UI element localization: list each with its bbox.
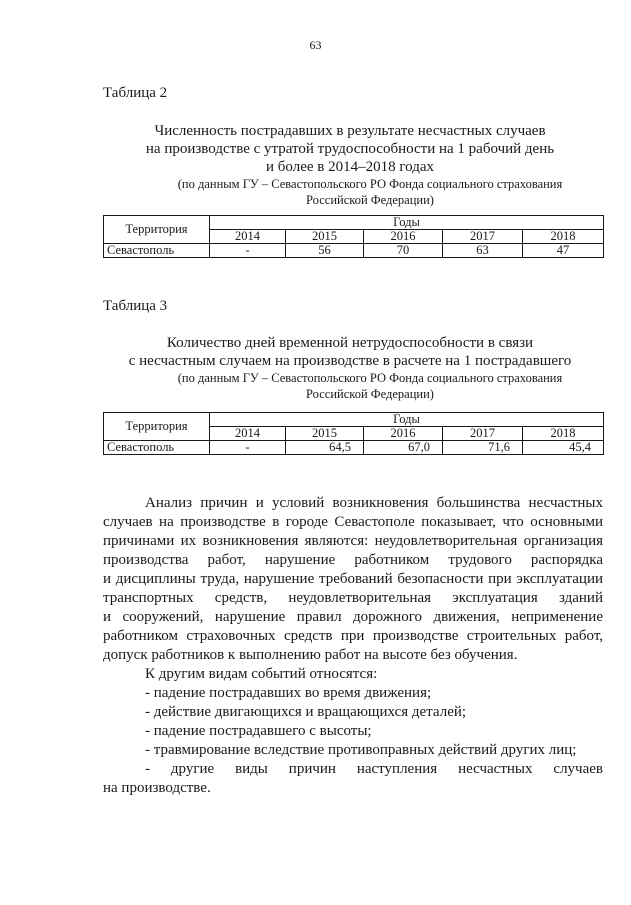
year-cell: 2018 bbox=[523, 427, 604, 441]
table3-source-line: Российской Федерации) bbox=[306, 387, 434, 401]
value-cell: 64,5 bbox=[286, 441, 364, 455]
header-years: Годы bbox=[210, 216, 604, 230]
list-item: - травмирование вследствие противоправных действий других лиц; bbox=[145, 742, 577, 758]
year-cell: 2015 bbox=[286, 230, 364, 244]
value-cell: 47 bbox=[523, 244, 604, 258]
year-cell: 2017 bbox=[443, 230, 523, 244]
table3-title bbox=[100, 334, 600, 402]
table2-source-line: (по данным ГУ – Севастопольского РО Фонда социального страхования bbox=[177, 177, 563, 191]
year-cell: 2016 bbox=[364, 427, 443, 441]
value-cell: - bbox=[210, 441, 286, 455]
table3 bbox=[103, 412, 604, 455]
list-item-continuation: на производстве. bbox=[103, 780, 211, 796]
paragraph-line: и сооружений, нарушение правил дорожного движения, неприменение bbox=[103, 609, 603, 625]
list-item: - падение пострадавшего с высоты; bbox=[145, 723, 372, 739]
other-events-intro: К другим видам событий относятся: bbox=[145, 666, 378, 682]
year-cell: 2017 bbox=[443, 427, 523, 441]
paragraph-line: работником страховочных средств при производстве строительных работ, bbox=[103, 628, 603, 644]
value-cell: 71,6 bbox=[443, 441, 523, 455]
year-cell: 2014 bbox=[210, 230, 286, 244]
table2-source-line: Российской Федерации) bbox=[306, 193, 434, 207]
table2 bbox=[103, 215, 604, 258]
table-header-row bbox=[104, 413, 604, 427]
table2-title bbox=[100, 122, 600, 208]
list-item: - действие двигающихся и вращающихся деталей; bbox=[145, 704, 467, 720]
table2-label: Таблица 2 bbox=[103, 85, 168, 101]
list-item: - падение пострадавших во время движения; bbox=[145, 685, 432, 701]
year-cell: 2014 bbox=[210, 427, 286, 441]
table3-label: Таблица 3 bbox=[103, 298, 168, 314]
table2-title-line: Численность пострадавших в результате несчастных случаев bbox=[154, 123, 546, 139]
value-cell: 56 bbox=[286, 244, 364, 258]
header-territory: Территория bbox=[104, 216, 210, 244]
table-row bbox=[104, 244, 604, 258]
year-cell: 2016 bbox=[364, 230, 443, 244]
header-territory: Территория bbox=[104, 413, 210, 441]
region-cell: Севастополь bbox=[104, 441, 210, 455]
table-header-row bbox=[104, 216, 604, 230]
paragraph-line: Анализ причин и условий возникновения большинства несчастных bbox=[145, 495, 603, 511]
table3-title-line: с несчастным случаем на производстве в расчете на 1 пострадавшего bbox=[128, 353, 572, 369]
region-cell: Севастополь bbox=[104, 244, 210, 258]
table2-title-line: и более в 2014–2018 годах bbox=[266, 159, 434, 175]
analysis-section bbox=[103, 494, 603, 798]
table-row bbox=[104, 441, 604, 455]
list-item: - другие виды причин наступления несчастных случаев bbox=[145, 761, 603, 777]
table3-title-line: Количество дней временной нетрудоспособности в связи bbox=[166, 335, 534, 351]
table2-title-line: на производстве с утратой трудоспособности на 1 рабочий день bbox=[145, 141, 555, 157]
year-cell: 2015 bbox=[286, 427, 364, 441]
paragraph-line: случаев на производстве в городе Севастополе показывает, что основными bbox=[103, 514, 603, 530]
value-cell: 70 bbox=[364, 244, 443, 258]
paragraph-line: и дисциплины труда, нарушение требований безопасности при эксплуатации bbox=[103, 571, 603, 587]
year-cell: 2018 bbox=[523, 230, 604, 244]
value-cell: 45,4 bbox=[523, 441, 604, 455]
paragraph-line: допуск работников к выполнению работ на высоте без обучения. bbox=[103, 647, 518, 663]
paragraph-line: причинами их возникновения являются: неудовлетворительная организация bbox=[103, 533, 603, 549]
header-years: Годы bbox=[210, 413, 604, 427]
paragraph-line: транспортных средств, неудовлетворительная эксплуатация зданий bbox=[103, 590, 603, 606]
value-cell: 67,0 bbox=[364, 441, 443, 455]
page-number: 63 bbox=[309, 38, 322, 52]
paragraph-line: производства работ, нарушение работником трудового распорядка bbox=[103, 552, 603, 568]
value-cell: 63 bbox=[443, 244, 523, 258]
value-cell: - bbox=[210, 244, 286, 258]
table3-source-line: (по данным ГУ – Севастопольского РО Фонда социального страхования bbox=[177, 371, 563, 385]
